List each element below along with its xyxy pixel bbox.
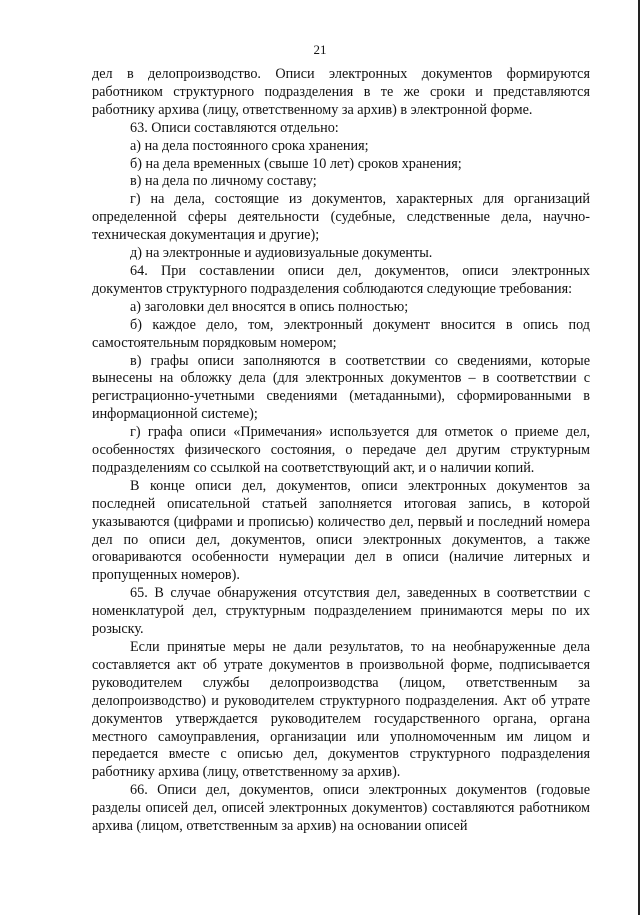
paragraph: 64. При составлении описи дел, документов, описи электронных документов структурного подразделения соблюдаются следующие требования: <box>92 262 590 297</box>
page-number: 21 <box>313 42 327 57</box>
paragraph: а) на дела постоянного срока хранения; <box>130 137 369 154</box>
document-body <box>92 66 590 836</box>
paragraph: Если принятые меры не дали результатов, то на необнаруженные дела составляется акт об утрате документов в произвольной форме, подписывается руководителем службы делопроизводства (лицом, ответственным за делопроизводство) и руководителем структурного подразделения. Акт об утрате документов утверждается руководителем государственного органа, органа местного самоуправления, организации или уполномоченным им лицом и передается вместе с описью дел, документов структурного подразделения работнику архива (лицу, ответственному за архив). <box>92 639 590 781</box>
paragraph: в) на дела по личному составу; <box>130 173 317 190</box>
paragraph: В конце описи дел, документов, описи электронных документов за последней описательной статьей заполняется итоговая запись, в которой указываются (цифрами и прописью) количество дел, первый и последний номера дел по описи дел, документов, описи электронных документов, а также оговариваются особенности нумерации дел в описи (наличие литерных и пропущенных номеров). <box>92 477 590 584</box>
paragraph: дел в делопроизводство. Описи электронных документов формируются работником структурного подразделения в те же сроки и представляются работнику архива (лицу, ответственному за архив) в электронной форме. <box>92 66 590 118</box>
paragraph: б) на дела временных (свыше 10 лет) сроков хранения; <box>130 155 462 172</box>
paragraph: б) каждое дело, том, электронный документ вносится в опись под самостоятельным порядковым номером; <box>92 316 590 351</box>
paragraph: 65. В случае обнаружения отсутствия дел, заведенных в соответствии с номенклатурой дел, структурным подразделением принимаются меры по их розыску. <box>92 585 590 638</box>
paragraph: 63. Описи составляются отдельно: <box>130 119 339 136</box>
paragraph: а) заголовки дел вносятся в опись полностью; <box>130 298 409 315</box>
paragraph: д) на электронные и аудиовизуальные документы. <box>130 245 433 262</box>
paragraph: 66. Описи дел, документов, описи электронных документов (годовые разделы описей дел, описей электронных документов) составляются работником архива (лицом, ответственным за архив) на основании описей <box>92 782 590 835</box>
paragraph: г) на дела, состоящие из документов, характерных для организаций определенной сферы деятельности (судебные, следственные дела, научно-техническая документация и другие); <box>92 191 590 244</box>
paragraph: г) графа описи «Примечания» используется для отметок о приеме дел, особенностях физического состояния, о передаче дел другим структурным подразделениям со ссылкой на соответствующий акт, и о наличии копий. <box>92 424 590 476</box>
paragraph: в) графы описи заполняются в соответствии со сведениями, которые вынесены на обложку дела (для электронных документов – в соответствии с регистрационно-учетными сведениями (метаданными), сформированными в информационной системе); <box>92 352 590 423</box>
